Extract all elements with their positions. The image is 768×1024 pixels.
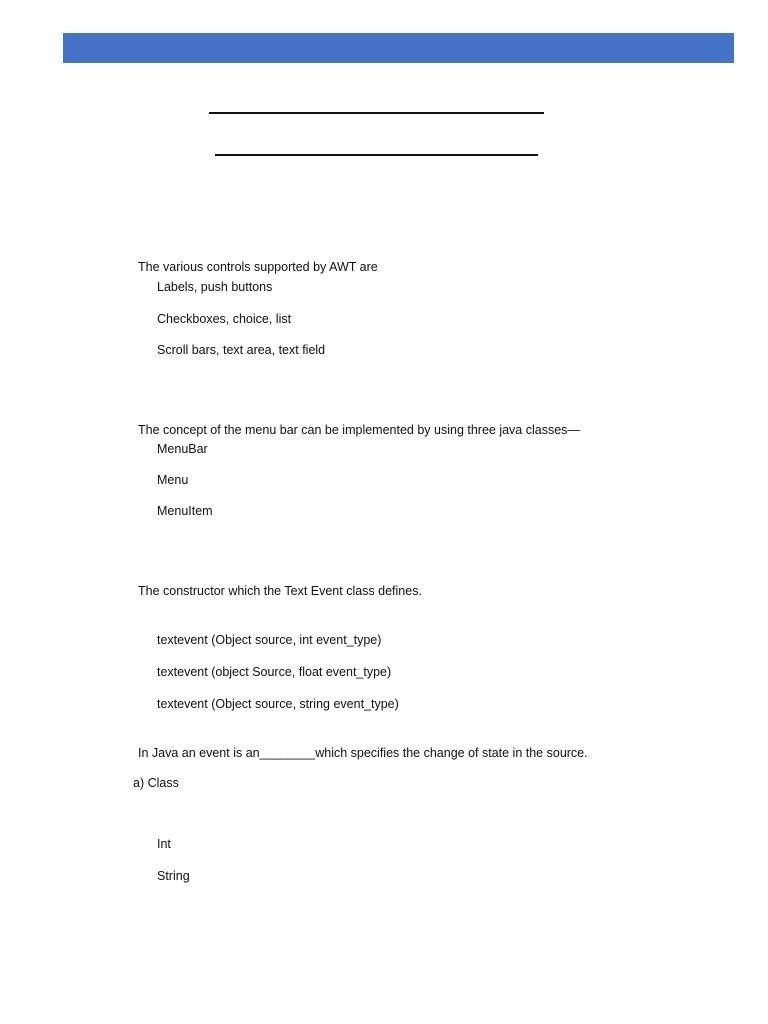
option-text: Menu (157, 473, 189, 487)
option-text: MenuBar (157, 442, 208, 456)
option-text: String (157, 869, 190, 883)
question-text: The constructor which the Text Event class defines. (138, 584, 422, 598)
option-text: Labels, push buttons (157, 280, 273, 294)
question-text: In Java an event is an________which specifies the change of state in the source. (138, 746, 588, 760)
title-rule (209, 112, 544, 114)
option-text: Checkboxes, choice, list (157, 312, 292, 326)
option-text: Int (157, 837, 171, 851)
question-text: The concept of the menu bar can be implemented by using three java classes— (138, 423, 580, 437)
option-text: Scroll bars, text area, text field (157, 343, 326, 357)
lettered-option-text: a) Class (133, 776, 179, 790)
option-text: textevent (Object source, string event_type) (157, 697, 399, 711)
option-text: textevent (object Source, float event_type) (157, 665, 392, 679)
option-text: textevent (Object source, int event_type) (157, 633, 382, 647)
question-text: The various controls supported by AWT are (138, 260, 378, 274)
subtitle-rule (215, 154, 538, 156)
option-text: MenuItem (157, 504, 213, 518)
header-band (63, 33, 734, 63)
